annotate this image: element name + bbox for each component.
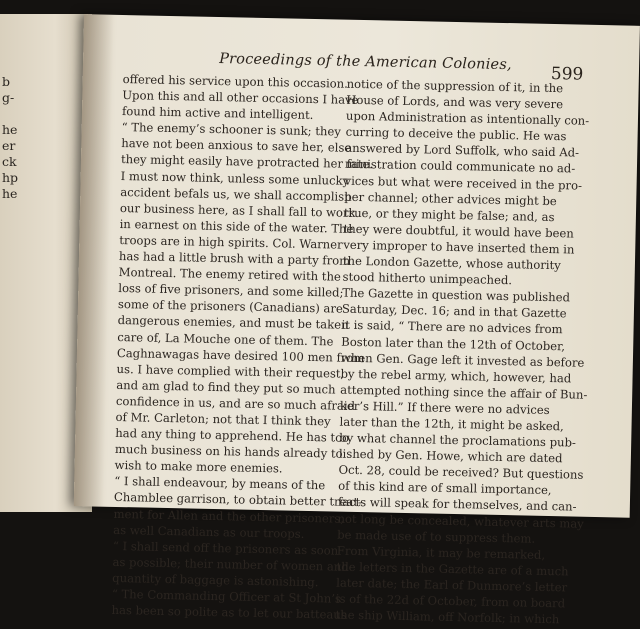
left-text-column (111, 71, 374, 623)
text-line: facts will speak for themselves, and can- (337, 495, 577, 515)
right-text-column (335, 76, 590, 628)
text-line: Montreal. The enemy retired with the (118, 265, 342, 284)
text-line: Boston later than the 12th of October, (341, 334, 566, 353)
text-line: “ I shall endeavour, by means of the (114, 474, 326, 493)
text-line: by the rebel army, which, however, had (340, 366, 572, 386)
text-line: dangerous enemies, and must be taken (117, 313, 349, 333)
text-line: “ I shall send off the prisoners as soon (112, 538, 339, 558)
left-page-fragment: hp (2, 170, 19, 185)
text-line: Chamblee garrison, to obtain better treat- (113, 490, 363, 510)
text-line: offered his service upon this occasion. (122, 72, 349, 91)
text-line: curring to deceive the public. He was (345, 124, 567, 144)
text-line: later date; the Earl of Dunmore’s letter (336, 575, 568, 595)
text-line: later than the 12th, it might be asked, (339, 414, 564, 434)
text-line: Oct. 28, could be received? But questions (338, 462, 584, 482)
text-line: lished by Gen. Howe, which are dated (338, 446, 563, 466)
text-line: I must now think, unless some unlucky (120, 168, 350, 188)
text-line: “ The Commanding Officer at St John’s (111, 586, 342, 606)
text-line: answered by Lord Suffolk, who said Ad- (345, 141, 580, 160)
text-line: the letters in the Gazette are of a much (336, 559, 569, 579)
text-line: has been so polite as to let our batteaus (111, 602, 347, 622)
text-line: ministration could communicate no ad- (344, 157, 576, 176)
text-line: Saturday, Dec. 16; and in that Gazette (341, 301, 567, 321)
text-line: some of the prisoners (Canadians) are (117, 297, 343, 316)
text-line: much business on his hands already to (114, 442, 343, 461)
text-line: in earnest on this side of the water. The (119, 216, 354, 236)
text-line: as possible; their number of women and (112, 554, 349, 574)
left-page-fragment: er (2, 138, 16, 153)
text-line: attempted nothing since the affair of Bun- (340, 382, 588, 402)
text-line: The Gazette in question was published (342, 285, 571, 305)
text-line: House of Lords, and was very severe (346, 92, 564, 112)
text-line: by what channel the proclamations pub- (339, 430, 577, 450)
left-page-fragment: b (2, 74, 11, 89)
text-line: and am glad to find they put so much (116, 377, 336, 397)
text-line: they might easily have protracted her fate. (120, 152, 374, 172)
text-line: Upon this and all other occasions I have (122, 88, 359, 108)
text-line: true, or they might be false; and, as (343, 205, 555, 224)
text-line: loss of five prisoners, and some killed; (118, 281, 344, 300)
text-line: stood hitherto unimpeached. (342, 269, 513, 288)
text-line: it is said, “ There are no advices from (341, 318, 563, 337)
text-line: is of the 22d of October, from on board (335, 591, 566, 611)
text-line: accident befals us, we shall accomplish (120, 184, 352, 204)
text-line: very improper to have inserted them in (343, 237, 575, 257)
text-line: care of, La Mouche one of them. The (117, 329, 334, 348)
text-line: “ The enemy’s schooner is sunk; they (121, 120, 342, 139)
text-line: us. I have complied with their request, (116, 361, 345, 381)
text-line: confidence in us, and are so much afraid (115, 393, 356, 413)
text-line: vices but what were received in the pro- (344, 173, 583, 193)
text-line: the London Gazette, whose authority (342, 253, 561, 273)
page-number: 599 (550, 63, 584, 85)
text-line: From Virginia, it may be remarked, (336, 543, 546, 562)
text-line: the ship William, off Norfolk; in which (335, 607, 560, 627)
left-page-fragment: ck (2, 154, 17, 169)
text-line: when Gen. Gage left it invested as before (340, 350, 585, 370)
text-line: notice of the suppression of it, in the (346, 76, 564, 96)
text-line: be made use of to suppress them. (337, 527, 536, 546)
text-line: upon Administration as intentionally con- (345, 108, 590, 128)
text-line: not long be concealed, whatever arts may (337, 511, 584, 531)
left-page-fragment: he (2, 122, 18, 137)
text-line: per channel; other advices might be (344, 189, 557, 208)
text-line: troops are in high spirits. Col. Warner (119, 232, 343, 252)
text-line: they were doubtful, it would have been (343, 221, 574, 241)
text-line: wish to make more enemies. (114, 458, 283, 476)
text-line: has had a little brush with a party from (118, 248, 351, 268)
newspaper-page (74, 14, 640, 627)
text-line: as well Canadians as our troops. (113, 522, 305, 541)
text-line: have not been anxious to save her, else (121, 136, 352, 156)
text-line: ment for Allen and the other prisoners, (113, 506, 345, 526)
running-head: Proceedings of the American Colonies, (218, 51, 512, 74)
left-page-fragment: he (2, 186, 18, 201)
text-line: found him active and intelligent. (121, 104, 314, 123)
text-line: of this kind are of small importance, (338, 478, 552, 498)
text-line: of Mr. Carleton; not that I think they (115, 409, 331, 429)
text-line: had any thing to apprehend. He has too (115, 425, 350, 445)
text-line: ker’s Hill.” If there were no advices (339, 398, 550, 417)
text-line: our business here, as I shall fall to work (119, 200, 356, 220)
text-line: quantity of baggage is astonishing. (112, 570, 319, 590)
text-line: Caghnawagas have desired 100 men from (116, 345, 365, 365)
left-page-fragment: g- (2, 90, 15, 105)
